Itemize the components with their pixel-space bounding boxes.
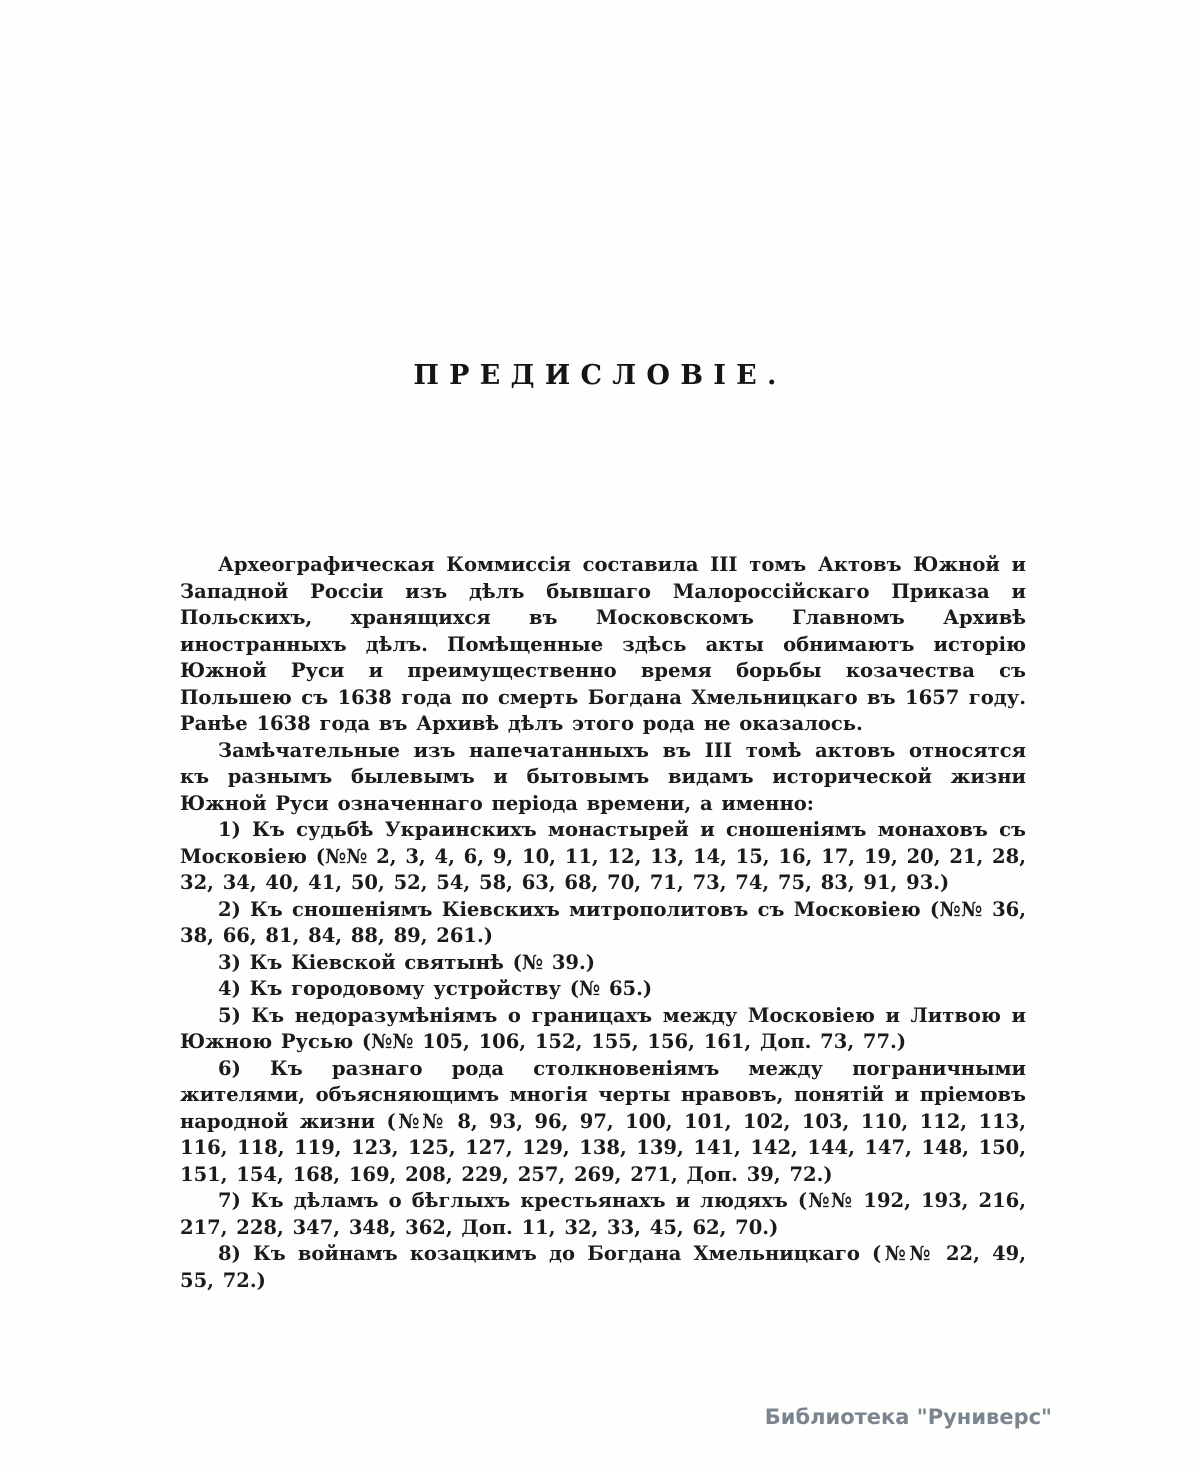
preface-text-block [180, 552, 1026, 1294]
page-title: ПРЕДИСЛОВІЕ. [413, 360, 787, 391]
list-item: 8) Къ войнамъ козацкимъ до Богдана Хмельницкаго (№№ 22, 49, 55, 72.) [180, 1242, 1026, 1292]
list-item: 2) Къ сношеніямъ Кіевскихъ митрополитовъ съ Московіею (№№ 36, 38, 66, 81, 84, 88, 89, 261.) [180, 897, 1026, 947]
list-item: 1) Къ судьбѣ Украинскихъ монастырей и сношеніямъ монаховъ съ Московіею (№№ 2, 3, 4, 6, 9, 10, 11, 12, 13, 14, 15, 16, 17, 19, 20, 21, 28, 32, 34, 40, 41, 50, 52, 54, 58, 63, 68, 70, 71, 73, 74, 75, 83, 91, 93.) [180, 818, 1026, 894]
list-item: 4) Къ городовому устройству (№ 65.) [218, 977, 653, 1000]
list-item: 6) Къ разнаго рода столкновеніямъ между пограничными жителями, объясняющимъ многія черты нравовъ, понятій и пріемовъ народной жизни (№№ 8, 93, 96, 97, 100, 101, 102, 103, 110, 112, 113, 116, 118, 119, 123, 125, 127, 129, 138, 139, 141, 142, 144, 147, 148, 150, 151, 154, 168, 169, 208, 229, 257, 269, 271, Доп. 39, 72.) [180, 1056, 1026, 1186]
paragraph: Замѣчательные изъ напечатанныхъ въ III томѣ актовъ относятся къ разнымъ былевымъ и бытовымъ видамъ исторической жизни Южной Руси означеннаго періода времени, а именно: [180, 738, 1026, 815]
list-item: 7) Къ дѣламъ о бѣглыхъ крестьянахъ и людяхъ (№№ 192, 193, 216, 217, 228, 347, 348, 362, Доп. 11, 32, 33, 45, 62, 70.) [180, 1189, 1026, 1239]
paragraph: Археографическая Коммиссія составила III томъ Актовъ Южной и Западной Россіи изъ дѣлъ бывшаго Малороссійскаго Приказа и Польскихъ, хранящихся въ Московскомъ Главномъ Архивѣ иностранныхъ дѣлъ. Помѣщенные здѣсь акты обнимаютъ исторію Южной Руси и преимущественно время борьбы козачества съ Польшею съ 1638 года по смерть Богдана Хмельницкаго въ 1657 году. Ранѣе 1638 года въ Архивѣ дѣлъ этого рода не оказалось. [180, 553, 1026, 735]
library-watermark: Библиотека "Руниверс" [764, 1405, 1052, 1429]
list-item: 5) Къ недоразумѣніямъ о границахъ между Московіею и Литвою и Южною Русью (№№ 105, 106, 152, 155, 156, 161, Доп. 73, 77.) [180, 1003, 1026, 1053]
list-item: 3) Къ Кіевской святынѣ (№ 39.) [218, 950, 595, 974]
